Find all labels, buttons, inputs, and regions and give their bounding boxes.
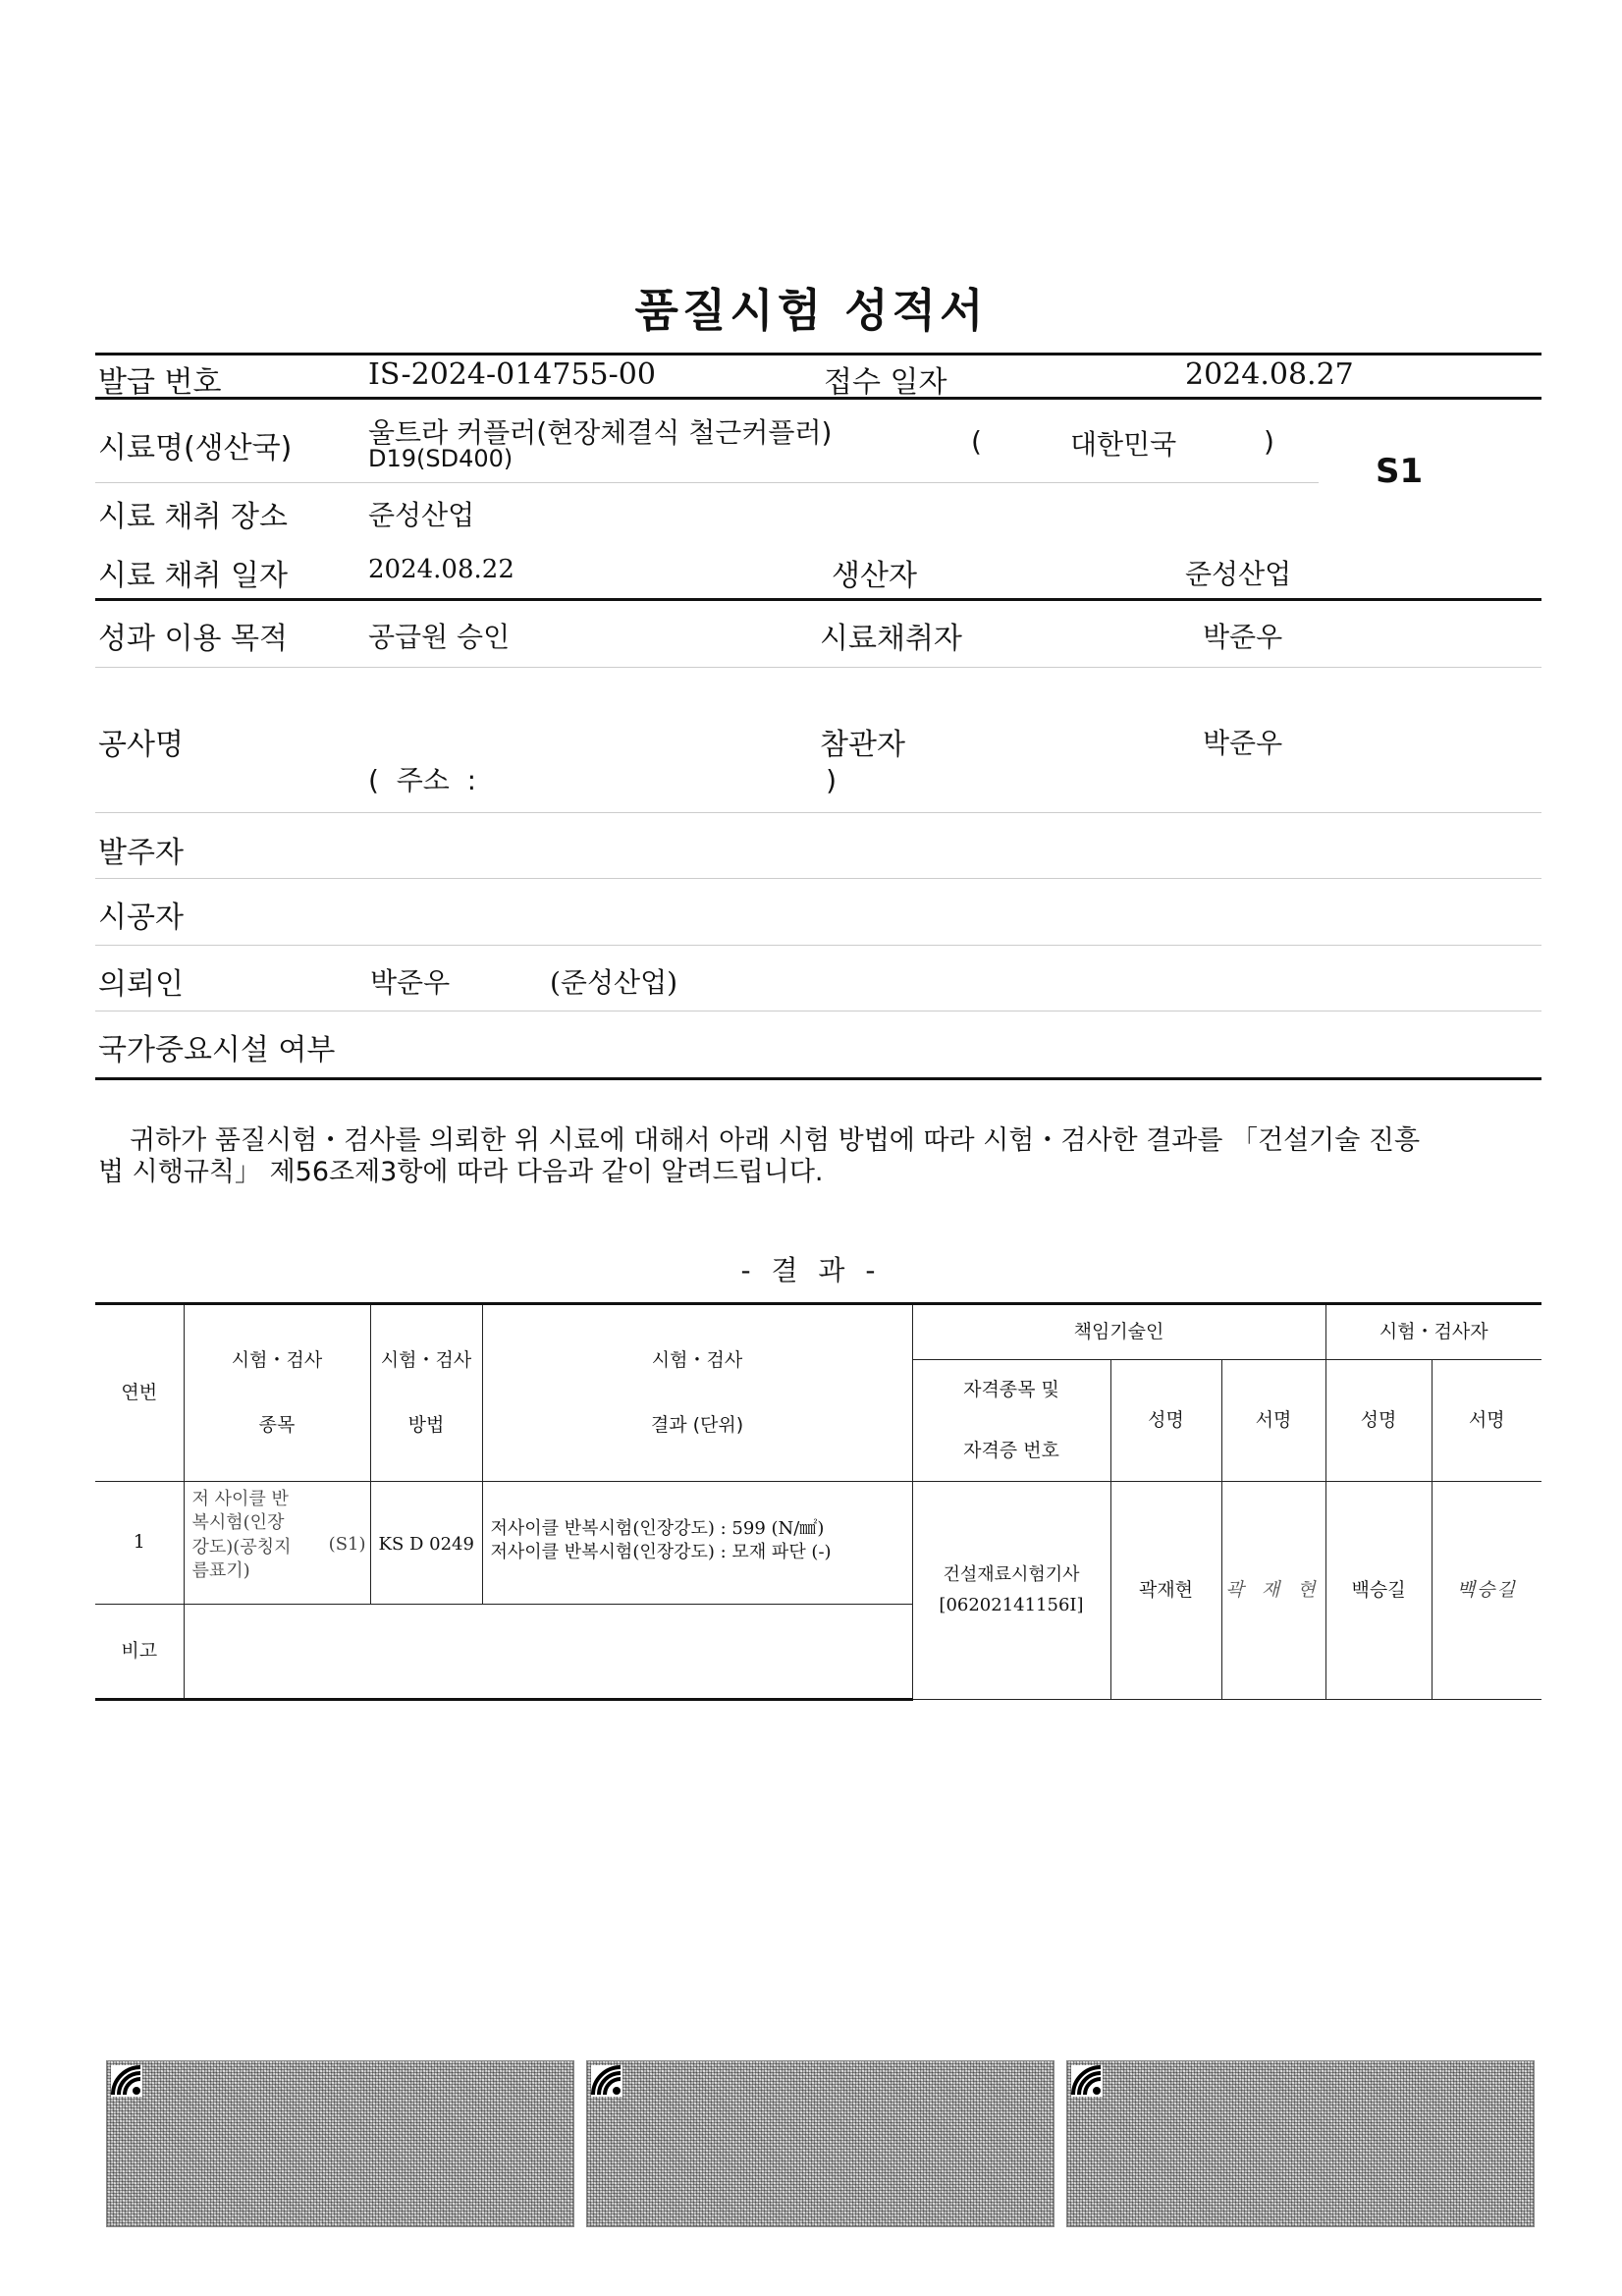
purpose-value: 공급원 승인 bbox=[368, 621, 511, 653]
national-facility-label: 국가중요시설 여부 bbox=[98, 1033, 336, 1067]
qualification-number: [06202141156I] bbox=[939, 1594, 1084, 1615]
receipt-label: 접수 일자 bbox=[824, 365, 947, 400]
producer-value: 준성산업 bbox=[1185, 558, 1292, 590]
security-code-3 bbox=[1066, 2060, 1535, 2227]
date-value: 2024.08.22 bbox=[368, 555, 514, 584]
header-result-line1: 시험・검사 bbox=[651, 1348, 743, 1371]
observer-value: 박준우 bbox=[1203, 727, 1283, 759]
header-engineer: 책임기술인 bbox=[912, 1304, 1325, 1360]
inspector-signature: 백승길 bbox=[1432, 1482, 1541, 1700]
sample-name-line1: 울트라 커플러(현장체결식 철근커플러) bbox=[368, 416, 833, 449]
country: 대한민국 bbox=[1070, 428, 1177, 461]
header-item bbox=[184, 1304, 370, 1482]
observer-label: 참관자 bbox=[820, 728, 905, 762]
sample-code: S1 bbox=[1376, 452, 1424, 491]
table-row bbox=[95, 1482, 1541, 1605]
divider bbox=[95, 397, 1541, 400]
result-title: - 결 과 - bbox=[740, 1254, 882, 1286]
header-qualification-line2: 자격증 번호 bbox=[963, 1439, 1059, 1461]
divider bbox=[95, 667, 1541, 668]
requester-name: 박준우 bbox=[370, 966, 451, 999]
place-label: 시료 채취 장소 bbox=[98, 500, 288, 534]
paren-open: ( bbox=[971, 425, 982, 458]
header-item-line1: 시험・검사 bbox=[231, 1348, 323, 1371]
address-text: ( 주소 : ) bbox=[368, 764, 837, 796]
header-inspector: 시험・검사자 bbox=[1325, 1304, 1541, 1360]
requester-org: (준성산업) bbox=[550, 966, 678, 999]
header-item-line2: 종목 bbox=[258, 1413, 296, 1436]
divider bbox=[95, 945, 1541, 946]
row-result bbox=[482, 1482, 912, 1605]
header-inspector-sign: 서명 bbox=[1432, 1360, 1541, 1482]
header-method-line1: 시험・검사 bbox=[380, 1348, 472, 1371]
inspector-name: 백승길 bbox=[1325, 1482, 1432, 1700]
builder-label: 시공자 bbox=[98, 901, 184, 935]
divider bbox=[95, 1077, 1541, 1080]
header-inspector-name: 성명 bbox=[1325, 1360, 1432, 1482]
row-item-line1: 저 사이클 반 bbox=[191, 1489, 289, 1509]
header-qualification-line1: 자격종목 및 bbox=[963, 1378, 1059, 1400]
header-engineer-sign: 서명 bbox=[1221, 1360, 1325, 1482]
header-method bbox=[370, 1304, 482, 1482]
requester-label: 의뢰인 bbox=[98, 967, 184, 1002]
document-title: 품질시험 성적서 bbox=[634, 284, 988, 337]
row-method: KS D 0249 bbox=[370, 1482, 482, 1605]
header-engineer-name: 성명 bbox=[1110, 1360, 1221, 1482]
security-mark-icon bbox=[111, 2065, 142, 2097]
divider bbox=[95, 353, 1541, 355]
row-result-line2: 저사이클 반복시험(인장강도) : 모재 파단 (-) bbox=[490, 1542, 832, 1563]
row-result-line1: 저사이클 반복시험(인장강도) : 599 (N/㎟) bbox=[490, 1518, 825, 1539]
security-code-1 bbox=[106, 2060, 574, 2227]
receipt-date: 2024.08.27 bbox=[1185, 357, 1354, 392]
notice-line-2: 법 시행규칙」 제56조제3항에 따라 다음과 같이 알려드립니다. bbox=[98, 1157, 824, 1187]
header-result-line2: 결과 (단위) bbox=[650, 1413, 744, 1436]
divider bbox=[95, 812, 1541, 813]
qualification-cell bbox=[912, 1482, 1110, 1700]
engineer-name: 곽재현 bbox=[1110, 1482, 1221, 1700]
qualification-name: 건설재료시험기사 bbox=[943, 1564, 1080, 1586]
project-label: 공사명 bbox=[98, 728, 184, 762]
place-value: 준성산업 bbox=[368, 499, 475, 531]
sample-name-line2: D19(SD400) bbox=[368, 445, 514, 472]
producer-label: 생산자 bbox=[832, 559, 917, 593]
remark-label: 비고 bbox=[95, 1605, 184, 1700]
sampler-label: 시료채취자 bbox=[820, 622, 962, 656]
divider bbox=[95, 482, 1319, 483]
header-method-line2: 방법 bbox=[407, 1413, 445, 1436]
notice-text bbox=[98, 1125, 1522, 1188]
row-item bbox=[184, 1482, 370, 1605]
header-qualification bbox=[912, 1360, 1110, 1482]
sample-label: 시료명(생산국) bbox=[98, 431, 293, 465]
row-item-line3: 강도)(공칭지 bbox=[191, 1536, 292, 1558]
date-label: 시료 채취 일자 bbox=[98, 559, 288, 593]
divider bbox=[95, 598, 1541, 601]
client-label: 발주자 bbox=[98, 836, 184, 870]
row-item-line2: 복시험(인장 bbox=[191, 1512, 285, 1534]
result-table bbox=[95, 1302, 1541, 1701]
issue-label: 발급 번호 bbox=[98, 365, 222, 400]
notice-line-1: 귀하가 품질시험・검사를 의뢰한 위 시료에 대해서 아래 시험 방법에 따라 시험・검사한 결과를 「건설기술 진흥 bbox=[130, 1125, 1421, 1156]
engineer-signature: 곽 재 현 bbox=[1221, 1482, 1325, 1700]
row-item-code: (S1) bbox=[328, 1534, 366, 1555]
security-mark-icon bbox=[591, 2065, 622, 2097]
row-no: 1 bbox=[95, 1482, 184, 1605]
purpose-label: 성과 이용 목적 bbox=[98, 622, 288, 656]
paren-close: ) bbox=[1264, 425, 1274, 458]
header-no: 연번 bbox=[95, 1304, 184, 1482]
divider bbox=[95, 878, 1541, 879]
sampler-value: 박준우 bbox=[1203, 621, 1283, 653]
security-mark-icon bbox=[1071, 2065, 1103, 2097]
remark-value bbox=[184, 1605, 912, 1700]
header-result bbox=[482, 1304, 912, 1482]
row-item-line4: 름표기) bbox=[191, 1559, 250, 1581]
issue-number: IS-2024-014755-00 bbox=[368, 357, 656, 392]
security-code-2 bbox=[586, 2060, 1054, 2227]
